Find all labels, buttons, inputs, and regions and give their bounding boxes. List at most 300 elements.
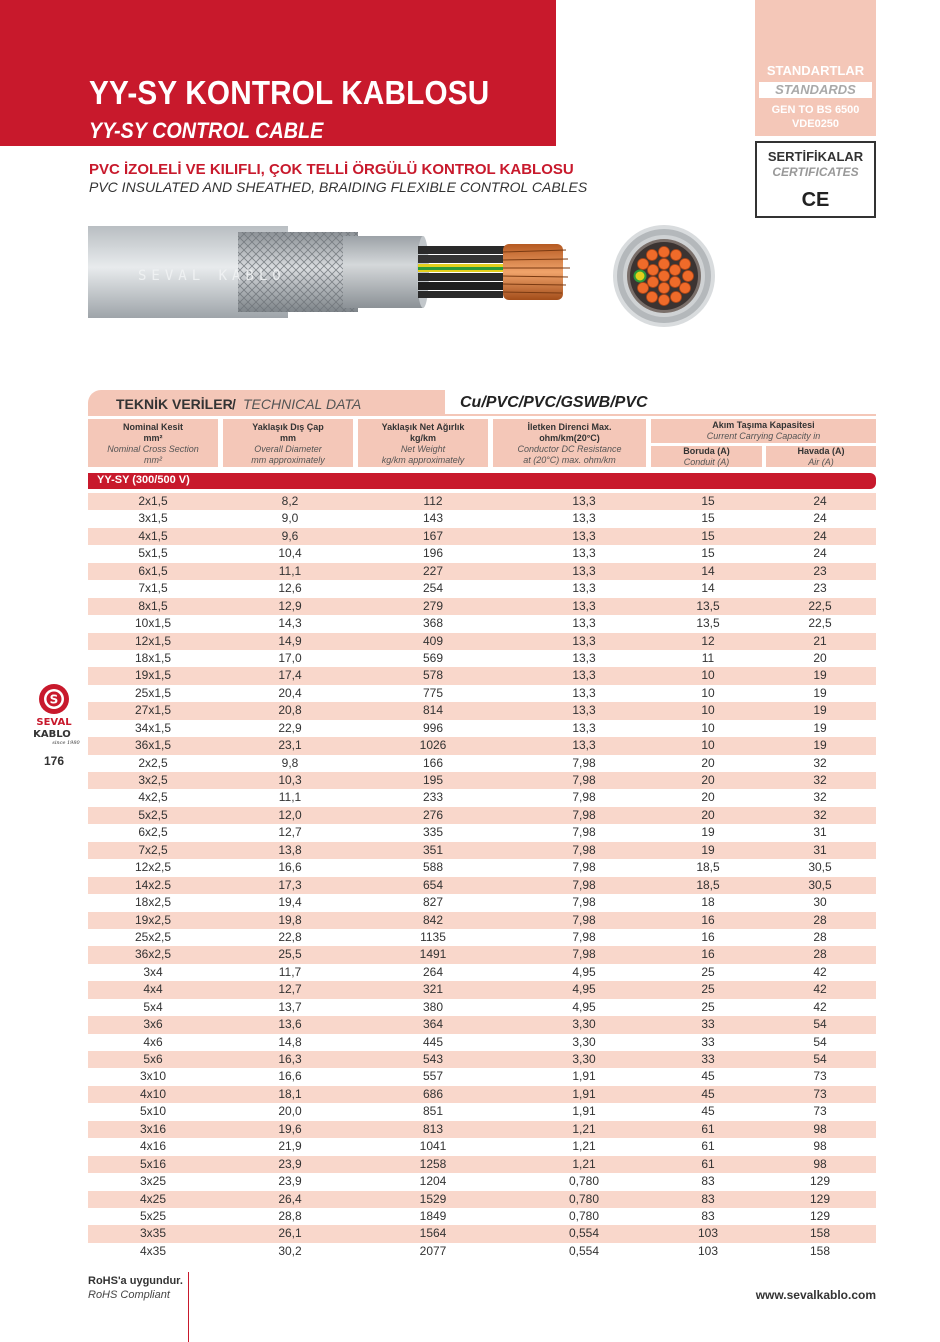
cell-resistance: 1,21 <box>572 1139 596 1154</box>
cell-air-capacity: 98 <box>813 1121 827 1136</box>
page-title: YY-SY KONTROL KABLOSU <box>89 74 490 111</box>
cell-resistance: 0,780 <box>568 1191 600 1206</box>
cell-diameter: 16,3 <box>278 1052 302 1066</box>
cell-air-capacity: 129 <box>809 1174 831 1189</box>
cell-resistance: 3,30 <box>572 1034 596 1049</box>
cell-air-capacity: 129 <box>809 1208 831 1223</box>
cell-cross-section: 27x1,5 <box>134 703 172 718</box>
cell-air-capacity: 19 <box>813 703 827 718</box>
page-title-english: YY-SY CONTROL CABLE <box>89 118 324 143</box>
cell-cross-section: 4x35 <box>139 1243 167 1258</box>
cell-air-capacity: 19 <box>813 668 827 683</box>
cell-diameter: 17,3 <box>278 877 302 892</box>
cell-conduit-capacity: 25 <box>701 982 715 997</box>
cell-air-capacity: 32 <box>813 790 827 805</box>
cell-resistance: 4,95 <box>572 982 596 997</box>
svg-text:KABLO: KABLO <box>33 729 71 740</box>
cell-cross-section: 3x4 <box>143 964 163 979</box>
table-row <box>88 1016 876 1033</box>
cell-resistance: 4,95 <box>572 964 596 979</box>
cell-conduit-capacity: 20 <box>701 755 715 770</box>
cell-cross-section: 3x6 <box>143 1017 163 1032</box>
table-row <box>88 1173 876 1190</box>
cell-cross-section: 7x2,5 <box>138 842 168 857</box>
cell-diameter: 8,2 <box>281 494 299 508</box>
table-row <box>88 789 876 806</box>
table-row <box>88 1103 876 1120</box>
cell-weight: 1026 <box>419 738 447 753</box>
cell-cross-section: 36x1,5 <box>134 738 172 753</box>
cell-weight: 254 <box>422 581 444 596</box>
table-row <box>88 755 876 772</box>
cell-cross-section: 2x2,5 <box>138 755 168 770</box>
cell-cross-section: 5x1,5 <box>138 546 168 561</box>
cell-diameter: 22,8 <box>278 929 302 944</box>
table-row <box>88 842 876 859</box>
cell-air-capacity: 30,5 <box>808 877 832 892</box>
seval-kablo-logo <box>26 682 82 752</box>
cell-diameter: 21,9 <box>278 1139 302 1154</box>
table-row <box>88 598 876 615</box>
svg-text:SEVAL: SEVAL <box>36 717 72 728</box>
cell-air-capacity: 42 <box>813 964 827 979</box>
cell-conduit-capacity: 10 <box>701 685 715 700</box>
table-row <box>88 912 876 929</box>
cell-weight: 588 <box>422 860 444 875</box>
table-row <box>88 999 876 1016</box>
cell-diameter: 20,0 <box>278 1104 302 1119</box>
cell-cross-section: 5x10 <box>139 1104 167 1119</box>
table-row <box>88 877 876 894</box>
cell-weight: 996 <box>422 720 444 735</box>
cell-cross-section: 6x1,5 <box>138 563 168 578</box>
cell-air-capacity: 73 <box>813 1069 827 1084</box>
cell-diameter: 17,0 <box>278 650 302 665</box>
cell-air-capacity: 98 <box>813 1139 827 1154</box>
table-row <box>88 580 876 597</box>
cell-conduit-capacity: 33 <box>701 1052 715 1066</box>
table-row <box>88 1086 876 1103</box>
cell-cross-section: 25x2,5 <box>134 929 172 944</box>
cell-diameter: 20,8 <box>278 703 302 718</box>
cell-diameter: 11,1 <box>278 790 302 805</box>
cell-weight: 380 <box>422 999 444 1014</box>
cable-print-text: SEVAL KABLO <box>138 268 286 284</box>
cell-cross-section: 5x4 <box>143 999 163 1014</box>
certificates-label-english: CERTIFICATES <box>772 165 859 179</box>
cell-resistance: 13,3 <box>572 650 596 665</box>
cell-air-capacity: 20 <box>813 650 827 665</box>
cell-cross-section: 5x6 <box>143 1052 163 1066</box>
cell-air-capacity: 24 <box>813 494 827 508</box>
cell-air-capacity: 30,5 <box>808 860 832 875</box>
cell-diameter: 13,7 <box>278 999 302 1014</box>
cell-air-capacity: 23 <box>813 563 827 578</box>
cell-resistance: 7,98 <box>572 895 596 910</box>
cell-resistance: 1,21 <box>572 1156 596 1171</box>
cable-construction: Cu/PVC/PVC/GSWB/PVC <box>460 394 648 411</box>
column-header-cross-section: Nominal Kesit mm² Nominal Cross Section mm² <box>88 419 218 467</box>
cell-weight: 196 <box>422 546 444 561</box>
cell-resistance: 13,3 <box>572 720 596 735</box>
rohs-label: RoHS'a uygundur. <box>88 1275 183 1287</box>
cell-resistance: 1,91 <box>572 1086 596 1101</box>
cell-diameter: 10,4 <box>278 546 302 561</box>
cell-air-capacity: 24 <box>813 546 827 561</box>
cell-cross-section: 12x2,5 <box>134 860 172 875</box>
cell-diameter: 26,4 <box>278 1191 302 1206</box>
cell-resistance: 13,3 <box>572 685 596 700</box>
cell-diameter: 30,2 <box>278 1243 302 1258</box>
cell-resistance: 7,98 <box>572 947 596 962</box>
cell-air-capacity: 42 <box>813 999 827 1014</box>
cell-air-capacity: 22,5 <box>808 616 832 631</box>
cell-cross-section: 4x10 <box>139 1086 167 1101</box>
cell-resistance: 7,98 <box>572 807 596 822</box>
cell-weight: 364 <box>422 1017 444 1032</box>
svg-text:since 1980: since 1980 <box>52 740 80 746</box>
cell-weight: 569 <box>422 650 444 665</box>
cell-cross-section: 18x1,5 <box>134 650 172 665</box>
table-row <box>88 633 876 650</box>
cell-diameter: 9,8 <box>281 755 299 770</box>
certificates-label: SERTİFİKALAR <box>767 149 864 164</box>
table-row <box>88 807 876 824</box>
cell-resistance: 7,98 <box>572 929 596 944</box>
cell-diameter: 19,8 <box>278 912 302 927</box>
standards-label: STANDARTLAR <box>766 63 865 78</box>
cell-conduit-capacity: 15 <box>701 546 715 561</box>
cell-resistance: 13,3 <box>572 668 596 683</box>
cell-diameter: 28,8 <box>278 1208 302 1223</box>
cell-resistance: 13,3 <box>572 633 596 648</box>
cell-diameter: 9,0 <box>281 511 299 526</box>
cell-resistance: 13,3 <box>572 581 596 596</box>
cell-diameter: 25,5 <box>278 947 302 962</box>
cell-diameter: 19,6 <box>278 1121 302 1136</box>
certificates-box <box>755 141 876 218</box>
ce-mark-icon: CE <box>801 189 830 211</box>
table-row <box>88 545 876 562</box>
table-row <box>88 650 876 667</box>
cell-diameter: 9,6 <box>281 528 299 543</box>
cell-weight: 143 <box>422 511 444 526</box>
cell-conduit-capacity: 19 <box>701 825 715 840</box>
cell-diameter: 10,3 <box>278 773 302 787</box>
cell-conduit-capacity: 83 <box>701 1208 715 1223</box>
cell-weight: 1564 <box>419 1226 447 1241</box>
cell-weight: 335 <box>422 825 444 840</box>
cell-conduit-capacity: 33 <box>701 1017 715 1032</box>
cell-cross-section: 5x16 <box>139 1156 167 1171</box>
column-header-diameter: Yaklaşık Dış Çap mm Overall Diameter mm approximately <box>223 419 353 467</box>
cell-weight: 321 <box>422 982 444 997</box>
cell-conduit-capacity: 45 <box>701 1104 715 1119</box>
cell-conduit-capacity: 18,5 <box>696 860 720 875</box>
cell-conduit-capacity: 20 <box>701 773 715 787</box>
column-header-capacity: Akım Taşıma Kapasitesi Current Carrying Capacity in <box>651 419 876 443</box>
cell-air-capacity: 24 <box>813 511 827 526</box>
website-link[interactable]: www.sevalkablo.com <box>755 1288 876 1302</box>
data-table <box>88 493 876 1260</box>
cell-conduit-capacity: 16 <box>701 912 715 927</box>
table-row <box>88 563 876 580</box>
table-row <box>88 1051 876 1068</box>
cell-cross-section: 3x35 <box>139 1226 167 1241</box>
cell-cross-section: 5x2,5 <box>138 807 168 822</box>
cell-air-capacity: 24 <box>813 528 827 543</box>
cell-weight: 264 <box>422 964 444 979</box>
cell-resistance: 13,3 <box>572 563 596 578</box>
cell-air-capacity: 129 <box>809 1191 831 1206</box>
cell-resistance: 4,95 <box>572 999 596 1014</box>
cell-conduit-capacity: 83 <box>701 1191 715 1206</box>
cell-resistance: 1,91 <box>572 1069 596 1084</box>
cell-conduit-capacity: 18,5 <box>696 877 720 892</box>
cell-cross-section: 19x2,5 <box>134 912 172 927</box>
cell-air-capacity: 54 <box>813 1034 827 1049</box>
column-header-air: Havada (A) Air (A) <box>766 446 876 467</box>
cell-weight: 686 <box>422 1086 444 1101</box>
table-row <box>88 1068 876 1085</box>
cell-diameter: 14,9 <box>278 633 302 648</box>
cell-air-capacity: 73 <box>813 1104 827 1119</box>
table-row <box>88 824 876 841</box>
cell-air-capacity: 32 <box>813 807 827 822</box>
cell-diameter: 23,9 <box>278 1156 302 1171</box>
cell-air-capacity: 22,5 <box>808 598 832 613</box>
cell-weight: 279 <box>422 598 444 613</box>
technical-data-label-english: TECHNICAL DATA <box>243 396 362 412</box>
cell-weight: 1849 <box>419 1208 447 1223</box>
cell-air-capacity: 28 <box>813 912 827 927</box>
cell-conduit-capacity: 18 <box>701 895 715 910</box>
table-row <box>88 702 876 719</box>
rohs-label-english: RoHS Compliant <box>88 1289 170 1301</box>
cell-cross-section: 4x6 <box>143 1034 163 1049</box>
technical-data-label: TEKNİK VERİLER <box>116 396 233 412</box>
cell-air-capacity: 32 <box>813 755 827 770</box>
cell-diameter: 26,1 <box>278 1226 302 1241</box>
cell-conduit-capacity: 61 <box>701 1156 715 1171</box>
cell-diameter: 20,4 <box>278 685 302 700</box>
cell-air-capacity: 54 <box>813 1052 827 1066</box>
cell-weight: 112 <box>423 494 443 508</box>
cell-weight: 409 <box>422 633 444 648</box>
cell-conduit-capacity: 103 <box>697 1243 719 1258</box>
cell-weight: 851 <box>422 1104 444 1119</box>
cable-illustration <box>88 222 578 322</box>
cell-conduit-capacity: 19 <box>701 842 715 857</box>
cell-cross-section: 34x1,5 <box>134 720 172 735</box>
cell-conduit-capacity: 45 <box>701 1069 715 1084</box>
cell-cross-section: 4x25 <box>139 1191 167 1206</box>
cell-resistance: 7,98 <box>572 912 596 927</box>
cell-resistance: 0,554 <box>568 1226 600 1241</box>
cell-diameter: 23,1 <box>278 738 302 753</box>
technical-data-separator: / <box>232 396 236 412</box>
cell-diameter: 12,7 <box>278 825 302 840</box>
cell-conduit-capacity: 20 <box>701 807 715 822</box>
cell-weight: 276 <box>422 807 444 822</box>
cell-cross-section: 12x1,5 <box>134 633 172 648</box>
cell-weight: 775 <box>422 685 444 700</box>
cell-conduit-capacity: 13,5 <box>696 598 720 613</box>
table-row <box>88 1225 876 1242</box>
cell-weight: 842 <box>422 912 444 927</box>
cell-weight: 351 <box>422 842 444 857</box>
cell-cross-section: 3x1,5 <box>138 511 168 526</box>
cell-resistance: 13,3 <box>572 546 596 561</box>
table-row <box>88 929 876 946</box>
cell-cross-section: 7x1,5 <box>138 581 168 596</box>
table-row <box>88 510 876 527</box>
cell-diameter: 18,1 <box>278 1086 302 1101</box>
cell-weight: 654 <box>422 877 444 892</box>
standard-code-vde: VDE0250 <box>791 118 840 130</box>
cell-resistance: 7,98 <box>572 755 596 770</box>
standards-label-english: STANDARDS <box>759 82 872 98</box>
cell-conduit-capacity: 15 <box>701 494 715 508</box>
cell-air-capacity: 31 <box>813 842 827 857</box>
cell-conduit-capacity: 14 <box>701 581 715 596</box>
cell-cross-section: 25x1,5 <box>134 685 172 700</box>
cell-air-capacity: 54 <box>813 1017 827 1032</box>
cell-cross-section: 5x25 <box>139 1208 167 1223</box>
cell-weight: 195 <box>422 773 444 787</box>
table-row <box>88 981 876 998</box>
cell-resistance: 1,21 <box>572 1121 596 1136</box>
page-number: 176 <box>44 754 65 768</box>
cell-weight: 1529 <box>419 1191 447 1206</box>
table-row <box>88 1208 876 1225</box>
cell-cross-section: 3x16 <box>139 1121 167 1136</box>
cell-diameter: 17,4 <box>278 668 302 683</box>
cell-resistance: 13,3 <box>572 511 596 526</box>
standards-box <box>755 0 876 136</box>
cell-diameter: 19,4 <box>278 895 302 910</box>
cell-cross-section: 4x2,5 <box>138 790 168 805</box>
table-row <box>88 528 876 545</box>
cell-weight: 2077 <box>419 1243 447 1258</box>
cell-diameter: 12,7 <box>278 982 302 997</box>
cable-cross-section <box>611 224 717 328</box>
table-row <box>88 720 876 737</box>
cell-cross-section: 6x2,5 <box>138 825 168 840</box>
cell-weight: 543 <box>422 1052 444 1066</box>
voltage-group-bar <box>88 473 876 489</box>
cell-air-capacity: 158 <box>809 1226 831 1241</box>
cell-cross-section: 2x1,5 <box>138 494 168 508</box>
cell-resistance: 7,98 <box>572 825 596 840</box>
table-row <box>88 667 876 684</box>
cell-diameter: 11,7 <box>278 964 302 979</box>
cell-weight: 368 <box>422 616 444 631</box>
cell-weight: 578 <box>422 668 444 683</box>
cell-cross-section: 8x1,5 <box>138 598 168 613</box>
cell-cross-section: 18x2,5 <box>134 895 172 910</box>
cell-weight: 1041 <box>419 1139 447 1154</box>
standard-code-bs: GEN TO BS 6500 <box>771 104 860 116</box>
cell-weight: 1204 <box>419 1174 447 1189</box>
cell-weight: 1135 <box>420 929 446 944</box>
cell-conduit-capacity: 25 <box>701 999 715 1014</box>
cell-cross-section: 10x1,5 <box>134 616 172 631</box>
cell-resistance: 13,3 <box>572 703 596 718</box>
cell-conduit-capacity: 15 <box>701 528 715 543</box>
cell-conduit-capacity: 10 <box>701 720 715 735</box>
cell-diameter: 11,1 <box>278 563 302 578</box>
cell-conduit-capacity: 33 <box>701 1034 715 1049</box>
cell-resistance: 0,780 <box>568 1208 600 1223</box>
cell-conduit-capacity: 16 <box>701 947 715 962</box>
cell-air-capacity: 42 <box>813 982 827 997</box>
cell-weight: 166 <box>422 755 444 770</box>
cell-resistance: 3,30 <box>572 1052 596 1066</box>
cell-diameter: 12,9 <box>278 598 302 613</box>
footer-divider <box>188 1272 189 1342</box>
cell-air-capacity: 21 <box>813 633 827 648</box>
cell-resistance: 7,98 <box>572 790 596 805</box>
cell-conduit-capacity: 10 <box>701 703 715 718</box>
cell-resistance: 1,91 <box>572 1104 596 1119</box>
cell-weight: 827 <box>422 895 444 910</box>
cell-air-capacity: 30 <box>813 895 827 910</box>
cell-conduit-capacity: 12 <box>701 633 715 648</box>
cell-conduit-capacity: 13,5 <box>696 616 720 631</box>
cell-diameter: 12,0 <box>278 807 302 822</box>
table-row <box>88 946 876 963</box>
column-header-conduit: Boruda (A) Conduit (A) <box>651 446 762 467</box>
column-header-resistance: İletken Direnci Max. ohm/km(20°C) Conductor DC Resistance at (20°C) max. ohm/km <box>493 419 646 467</box>
cell-weight: 1491 <box>419 947 447 962</box>
cell-resistance: 7,98 <box>572 877 596 892</box>
cell-cross-section: 4x16 <box>139 1139 167 1154</box>
cell-air-capacity: 158 <box>809 1243 831 1258</box>
cell-resistance: 7,98 <box>572 842 596 857</box>
cell-air-capacity: 23 <box>813 581 827 596</box>
cell-resistance: 13,3 <box>572 528 596 543</box>
cell-weight: 167 <box>422 528 444 543</box>
cell-weight: 557 <box>422 1069 444 1084</box>
divider <box>88 414 876 416</box>
table-row <box>88 1138 876 1155</box>
cell-resistance: 7,98 <box>572 860 596 875</box>
cell-cross-section: 4x1,5 <box>138 528 168 543</box>
cell-cross-section: 14x2.5 <box>134 877 172 892</box>
cell-resistance: 0,554 <box>568 1243 600 1258</box>
cell-weight: 813 <box>422 1121 444 1136</box>
cell-resistance: 7,98 <box>572 773 596 787</box>
column-header-weight: Yaklaşık Net Ağırlık kg/km Net Weight kg/km approximately <box>358 419 488 467</box>
cell-diameter: 13,8 <box>278 842 302 857</box>
cell-diameter: 14,8 <box>278 1034 302 1049</box>
svg-text:S: S <box>49 692 59 707</box>
table-row <box>88 685 876 702</box>
cell-air-capacity: 98 <box>813 1156 827 1171</box>
table-row <box>88 615 876 632</box>
cell-air-capacity: 19 <box>813 720 827 735</box>
product-description: PVC İZOLELİ VE KILIFLI, ÇOK TELLİ ÖRGÜLÜ KONTROL KABLOSU <box>89 161 574 178</box>
cell-diameter: 22,9 <box>278 720 302 735</box>
cell-conduit-capacity: 16 <box>701 929 715 944</box>
cell-conduit-capacity: 61 <box>701 1121 715 1136</box>
cell-conduit-capacity: 25 <box>701 964 715 979</box>
cell-diameter: 16,6 <box>278 860 302 875</box>
cell-conduit-capacity: 15 <box>701 511 715 526</box>
cell-conduit-capacity: 103 <box>697 1226 719 1241</box>
cell-conduit-capacity: 61 <box>701 1139 715 1154</box>
